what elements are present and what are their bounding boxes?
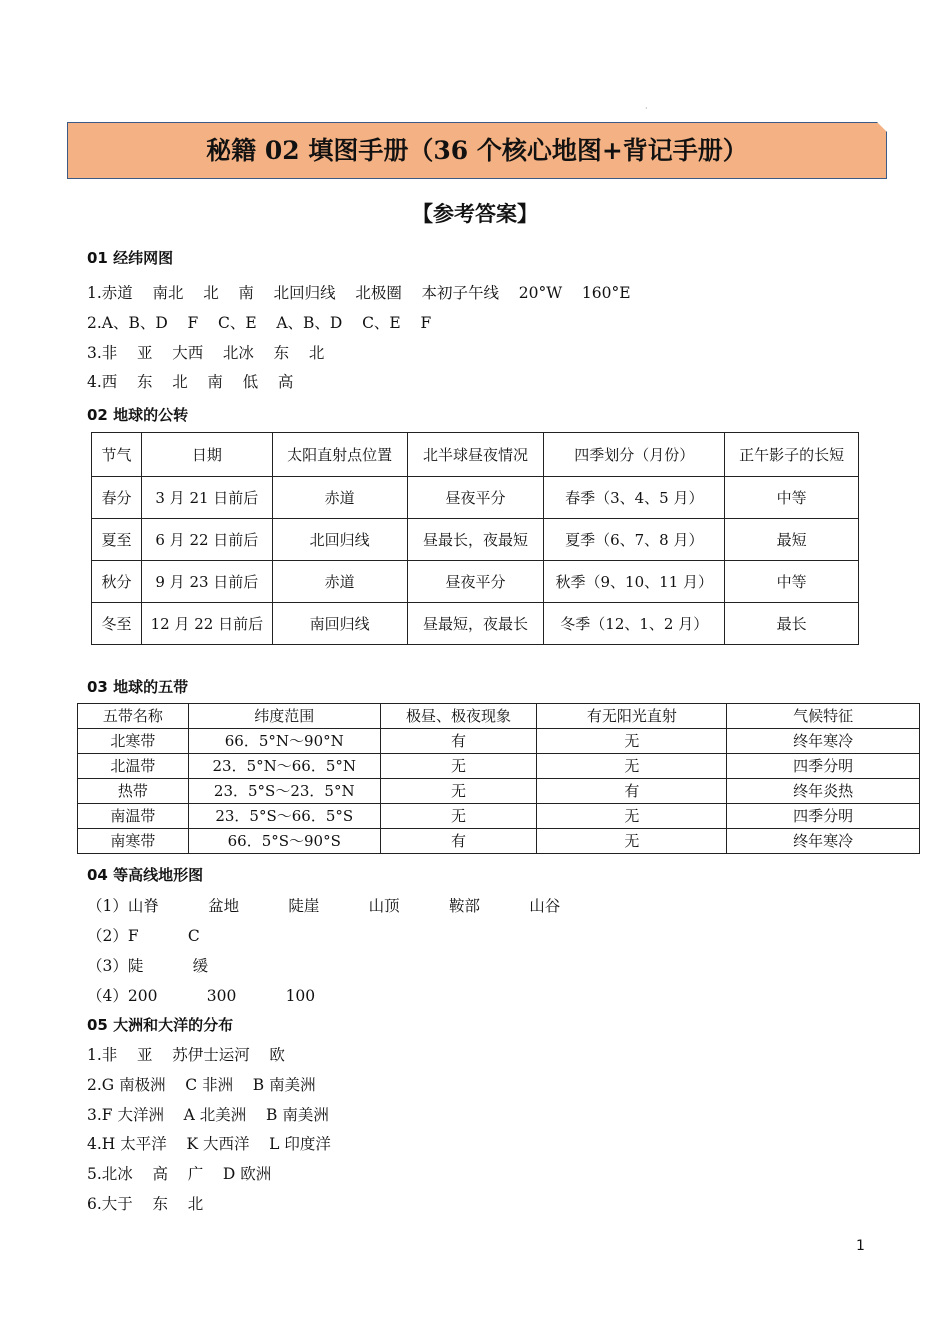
stray-dot: · — [645, 104, 648, 113]
five-zones-table — [77, 703, 920, 854]
table-cell: 终年炎热 — [727, 779, 920, 804]
table-row — [92, 603, 859, 645]
table-cell: 北温带 — [78, 754, 189, 779]
table-cell: 23．5°S～23．5°N — [188, 779, 380, 804]
table-cell: 南寒带 — [78, 829, 189, 854]
table-cell: 秋分 — [92, 561, 142, 603]
table-row — [78, 754, 920, 779]
s05-line-1: 1.非 亚 苏伊士运河 欧 — [87, 1046, 285, 1064]
s01-line-2: 2.A、B、D F C、E A、B、D C、E F — [87, 314, 432, 332]
table-cell: 夏季（6、7、8 月） — [544, 519, 725, 561]
header-cell: 有无阳光直射 — [537, 704, 727, 729]
table-cell: 无 — [537, 754, 727, 779]
table-cell: 有 — [380, 729, 537, 754]
header-cell: 太阳直射点位置 — [272, 433, 407, 477]
table-cell: 昼夜平分 — [407, 561, 544, 603]
table-cell: 中等 — [725, 561, 859, 603]
table-cell: 北寒带 — [78, 729, 189, 754]
s01-line-3: 3.非 亚 大西 北冰 东 北 — [87, 344, 325, 362]
table-row — [78, 804, 920, 829]
table-cell: 12 月 22 日前后 — [141, 603, 272, 645]
section-03-heading: 03 地球的五带 — [87, 678, 189, 696]
header-cell: 正午影子的长短 — [725, 433, 859, 477]
answer-heading: 【参考答案】 — [412, 202, 538, 226]
table-cell: 冬季（12、1、2 月） — [544, 603, 725, 645]
table-cell: 9 月 23 日前后 — [141, 561, 272, 603]
table-cell: 66．5°S～90°S — [188, 829, 380, 854]
table-cell: 最短 — [725, 519, 859, 561]
table-cell: 昼最短，夜最长 — [407, 603, 544, 645]
s05-line-4: 4.H 太平洋 K 大西洋 L 印度洋 — [87, 1135, 331, 1153]
s05-line-2: 2.G 南极洲 C 非洲 B 南美洲 — [87, 1076, 316, 1094]
table-cell: 3 月 21 日前后 — [141, 477, 272, 519]
table-cell: 66．5°N～90°N — [188, 729, 380, 754]
table-cell: 昼夜平分 — [407, 477, 544, 519]
table-header-row — [92, 433, 859, 477]
table-row — [78, 779, 920, 804]
page-title: 秘籍 02 填图手册（36 个核心地图+背记手册） — [206, 136, 748, 165]
page-number: 1 — [856, 1238, 865, 1254]
table-cell: 中等 — [725, 477, 859, 519]
table-cell: 四季分明 — [727, 754, 920, 779]
table-cell: 北回归线 — [272, 519, 407, 561]
header-cell: 节气 — [92, 433, 142, 477]
table-cell: 冬至 — [92, 603, 142, 645]
table-cell: 赤道 — [272, 477, 407, 519]
header-cell: 四季划分（月份） — [544, 433, 725, 477]
table-cell: 热带 — [78, 779, 189, 804]
table-cell: 春分 — [92, 477, 142, 519]
header-cell: 日期 — [141, 433, 272, 477]
table-row — [92, 519, 859, 561]
table-header-row — [78, 704, 920, 729]
table-cell: 最长 — [725, 603, 859, 645]
table-row — [78, 729, 920, 754]
table-cell: 赤道 — [272, 561, 407, 603]
table-cell: 春季（3、4、5 月） — [544, 477, 725, 519]
table-row — [92, 561, 859, 603]
section-05-heading: 05 大洲和大洋的分布 — [87, 1016, 234, 1034]
revolution-table — [91, 432, 859, 645]
table-cell: 昼最长，夜最短 — [407, 519, 544, 561]
header-cell: 五带名称 — [78, 704, 189, 729]
table-cell: 有 — [537, 779, 727, 804]
header-cell: 纬度范围 — [188, 704, 380, 729]
table-cell: 秋季（9、10、11 月） — [544, 561, 725, 603]
section-04-heading: 04 等高线地形图 — [87, 866, 204, 884]
table-cell: 6 月 22 日前后 — [141, 519, 272, 561]
s04-line-3: （3）陡 缓 — [87, 957, 209, 975]
s04-line-2: （2）F C — [87, 927, 200, 945]
header-cell: 极昼、极夜现象 — [380, 704, 537, 729]
header-cell: 北半球昼夜情况 — [407, 433, 544, 477]
section-02-heading: 02 地球的公转 — [87, 406, 189, 424]
table-cell: 四季分明 — [727, 804, 920, 829]
table-cell: 23．5°N～66．5°N — [188, 754, 380, 779]
table-cell: 有 — [380, 829, 537, 854]
s01-line-4: 4.西 东 北 南 低 高 — [87, 373, 294, 391]
table-cell: 夏至 — [92, 519, 142, 561]
table-cell: 南回归线 — [272, 603, 407, 645]
section-01-heading: 01 经纬网图 — [87, 249, 174, 267]
table-cell: 终年寒冷 — [727, 829, 920, 854]
table-cell: 无 — [380, 779, 537, 804]
table-cell: 无 — [380, 804, 537, 829]
s05-line-5: 5.北冰 高 广 D 欧洲 — [87, 1165, 272, 1183]
s05-line-6: 6.大于 东 北 — [87, 1195, 204, 1213]
header-cell: 气候特征 — [727, 704, 920, 729]
table-cell: 无 — [537, 729, 727, 754]
s05-line-3: 3.F 大洋洲 A 北美洲 B 南美洲 — [87, 1106, 329, 1124]
table-cell: 23．5°S～66．5°S — [188, 804, 380, 829]
table-cell: 无 — [380, 754, 537, 779]
table-cell: 南温带 — [78, 804, 189, 829]
table-row — [92, 477, 859, 519]
table-cell: 无 — [537, 829, 727, 854]
table-row — [78, 829, 920, 854]
s04-line-1: （1）山脊 盆地 陡崖 山顶 鞍部 山谷 — [87, 897, 561, 915]
table-cell: 无 — [537, 804, 727, 829]
s01-line-1: 1.赤道 南北 北 南 北回归线 北极圈 本初子午线 20°W 160°E — [87, 284, 631, 302]
table-cell: 终年寒冷 — [727, 729, 920, 754]
s04-line-4: （4）200 300 100 — [87, 987, 316, 1005]
